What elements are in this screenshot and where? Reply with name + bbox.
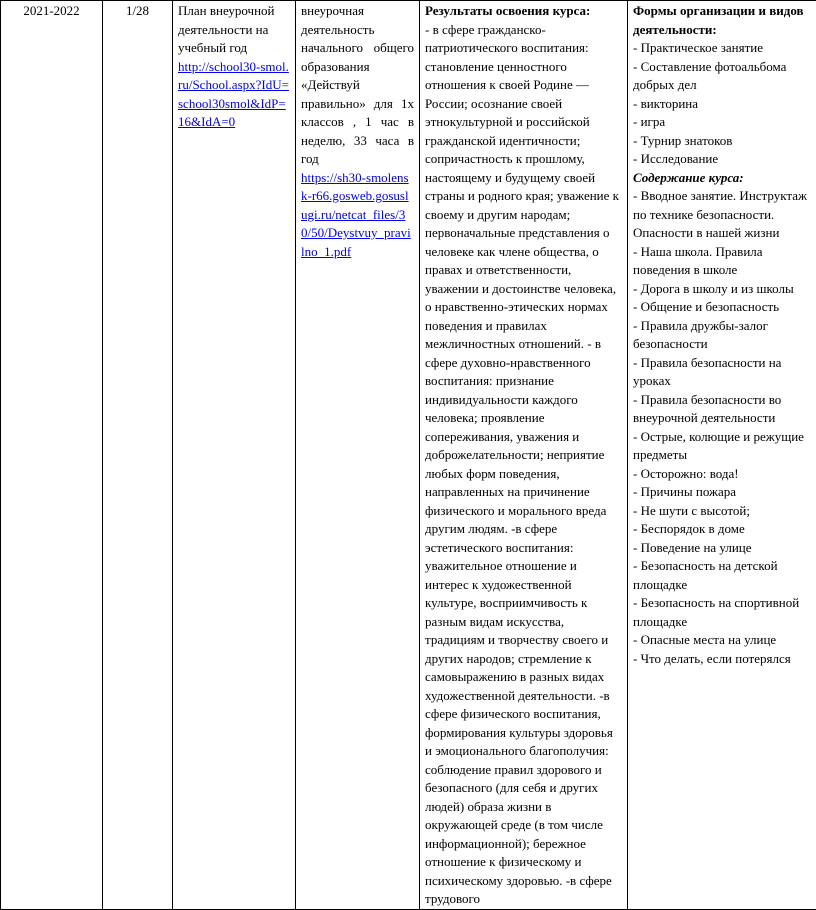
content-item: - Вводное занятие. Инструктаж по технике безопасности. Опасности в нашей жизни [633,187,811,243]
content-item: - Безопасность на детской площадке [633,557,811,594]
forms-item: - Составление фотоальбома добрых дел [633,58,811,95]
content-item: - Не шути с высотой; [633,502,811,521]
plan-cell [173,1,296,910]
results-cell [420,1,628,910]
content-item: - Опасные места на улице [633,631,811,650]
content-item: - Беспорядок в доме [633,520,811,539]
forms-item: - викторина [633,95,811,114]
forms-cell [628,1,816,910]
forms-heading: Формы организации и видов деятельности: [633,2,811,39]
forms-item: - Практическое занятие [633,39,811,58]
content-item: - Дорога в школу и из школы [633,280,811,299]
forms-item: - игра [633,113,811,132]
content-item: - Наша школа. Правила поведения в школе [633,243,811,280]
content-item: - Поведение на улице [633,539,811,558]
content-item: - Причины пожара [633,483,811,502]
plan-text: План внеурочной деятельности на учебный год [178,2,290,58]
plan-link[interactable]: http://school30-smol.ru/School.aspx?IdU=school30smol&IdP=16&IdA=0 [178,58,290,132]
content-item: - Безопасность на спортивной площадке [633,594,811,631]
results-heading: Результаты освоения курса: [425,3,590,18]
content-item: - Правила безопасности на уроках [633,354,811,391]
content-item: - Общение и безопасность [633,298,811,317]
forms-item: - Исследование [633,150,811,169]
content-item: - Осторожно: вода! [633,465,811,484]
content-heading: Содержание курса: [633,169,811,188]
table-row [1,1,816,910]
content-item: - Правила безопасности во внеурочной деятельности [633,391,811,428]
number-cell [103,1,173,910]
content-item: - Правила дружбы-залог безопасности [633,317,811,354]
description-link[interactable]: https://sh30-smolensk-r66.gosweb.gosuslugi.ru/netcat_files/30/50/Deystvuy_pravilno_1.pdf [301,169,414,262]
description-text: внеурочная деятельность начального общего образования «Действуй правильно» для 1х классов , 1 час в неделю, 33 часа в год [301,2,414,169]
forms-item: - Турнир знатоков [633,132,811,151]
content-item: - Острые, колющие и режущие предметы [633,428,811,465]
description-cell [296,1,420,910]
number-text: 1/28 [126,3,149,18]
year-cell [1,1,103,910]
results-text: - в сфере гражданско-патриотического воспитания: становление ценностного отношения к своей Родине — России; осознание своей этнокультурной и российской гражданской идентичности; сопричастность к прошлому, настоящему и будущему своей страны и родного края; уважение к своему и другим народам; первоначальные представления о человеке как члене общества, о правах и ответственности, уважении и достоинстве человека, о нравственно-этических нормах поведения и правилах межличностных отношений. - в сфере духовно-нравственного воспитания: признание индивидуальности каждого человека; проявление сопереживания, уважения и доброжелательности; неприятие любых форм поведения, направленных на причинение физического и морального вреда другим людям. -в сфере эстетического воспитания: уважительное отношение и интерес к художественной культуре, восприимчивость к разным видам искусства, традициям и творчеству своего и других народов; стремление к самовыражению в разных видах художественной деятельности. -в сфере физического воспитания, формирования культуры здоровья и эмоционального благополучия: соблюдение правил здорового и безопасного (для себя и других людей) образа жизни в окружающей среде (в том числе информационной); бережное отношение к физическому и психическому здоровью. -в сфере трудового [425,22,619,907]
content-item: - Что делать, если потерялся [633,650,811,669]
year-text: 2021-2022 [23,3,79,18]
